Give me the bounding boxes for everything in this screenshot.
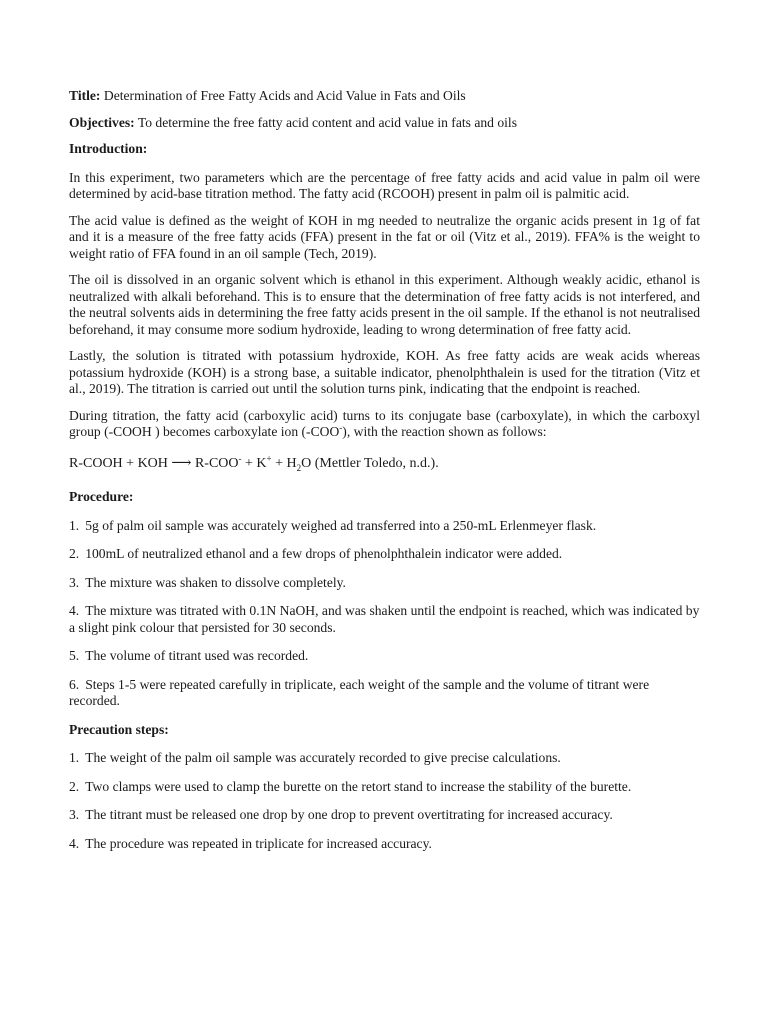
step-text: The mixture was titrated with 0.1N NaOH, and was shaken until the endpoint is reached, which was indicated by a slight pink colour that persisted for 30 seconds. (69, 603, 700, 635)
intro-paragraph-2: The acid value is defined as the weight of KOH in mg needed to neutralize the organic acids present in 1g of fat and it is a measure of the free fatty acids (FFA) present in the fat or oil (Vitz et al., 2019). FFA% is the weight to weight ratio of FFA found in an oil sample (Tech, 2019). (69, 212, 700, 261)
intro-paragraph-4: Lastly, the solution is titrated with potassium hydroxide, KOH. As free fatty acids are weak acids whereas potassium hydroxide (KOH) is a strong base, a suitable indicator, phenolphthalein is used for the titration (Vitz et al., 2019). The titration is carried out until the solution turns pink, indicating that the endpoint is reached. (69, 348, 700, 396)
equation-part-4: O (Mettler Toledo, n.d.). (301, 455, 439, 471)
step-number: 2. (69, 778, 80, 794)
precaution-step-3 (69, 807, 700, 824)
step-number: 3. (69, 574, 80, 590)
step-number: 4. (69, 835, 80, 851)
equation-sub-3: 2 (296, 462, 302, 473)
conjugate-text-before: During titration, the fatty acid (carboxylic acid) turns to its conjugate base (carboxylate), in which the carboxyl group (-COOH ) becomes carboxylate ion (-COO (69, 407, 700, 439)
title-line (69, 88, 700, 105)
step-text: The weight of the palm oil sample was accurately recorded to give precise calculations. (85, 750, 561, 765)
objectives-line (69, 115, 700, 132)
step-text: 5g of palm oil sample was accurately weighed ad transferred into a 250-mL Erlenmeyer flask. (85, 517, 597, 533)
step-text: 100mL of neutralized ethanol and a few drops of phenolphthalein indicator were added. (85, 546, 563, 561)
objectives-label: Objectives: (69, 114, 135, 130)
equation-part-1: R-COOH + KOH ⟶ R-COO (69, 455, 239, 471)
document-page (69, 88, 700, 864)
procedure-list (69, 518, 700, 710)
reaction-equation (69, 452, 700, 473)
procedure-step-3 (69, 575, 700, 592)
equation-part-2: + K (241, 455, 267, 471)
step-text: The mixture was shaken to dissolve completely. (85, 574, 346, 590)
introduction-heading: Introduction: (69, 141, 148, 156)
step-number: 6. (69, 676, 80, 692)
procedure-step-4 (69, 603, 700, 636)
procedure-heading: Procedure: (69, 489, 134, 504)
step-text: Steps 1-5 were repeated carefully in triplicate, each weight of the sample and the volume of titrant were recorded. (69, 676, 650, 708)
procedure-step-5 (69, 648, 700, 665)
equation-sup-2: + (266, 452, 272, 463)
step-number: 1. (69, 517, 80, 533)
conjugate-superscript: - (339, 422, 343, 433)
procedure-step-1 (69, 518, 700, 535)
precaution-step-4 (69, 836, 700, 853)
precaution-step-1 (69, 750, 700, 767)
step-text: The volume of titrant used was recorded. (85, 648, 309, 663)
precautions-heading: Precaution steps: (69, 721, 169, 737)
precaution-step-2 (69, 779, 700, 796)
procedure-step-2 (69, 546, 700, 563)
procedure-step-6 (69, 677, 700, 710)
step-number: 4. (69, 603, 80, 618)
precautions-list (69, 750, 700, 852)
equation-sup-1: - (238, 452, 242, 463)
step-number: 1. (69, 750, 80, 765)
title-text: Determination of Free Fatty Acids and Acid Value in Fats and Oils (103, 88, 466, 103)
intro-paragraph-1: In this experiment, two parameters which are the percentage of free fatty acids and acid value in palm oil were determined by acid-base titration method. The fatty acid (RCOOH) present in palm oil is palmitic acid. (69, 169, 700, 201)
intro-paragraph-5 (69, 408, 700, 441)
step-number: 5. (69, 648, 80, 663)
step-text: The procedure was repeated in triplicate for increased accuracy. (85, 835, 432, 851)
step-number: 2. (69, 546, 80, 561)
title-label: Title: (69, 88, 101, 103)
step-text: The titrant must be released one drop by one drop to prevent overtitrating for increased accuracy. (85, 807, 613, 822)
equation-part-3: + H (271, 455, 297, 471)
objectives-text: To determine the free fatty acid content and acid value in fats and oils (137, 114, 517, 130)
intro-paragraph-3: The oil is dissolved in an organic solvent which is ethanol in this experiment. Although weakly acidic, ethanol is neutralized with alkali beforehand. This is to ensure that the determination of free fatty acids is not interfered, and the neutral solvents aids in determining the free fatty acids present in the oil sample. If the ethanol is not neutralised beforehand, it may consume more sodium hydroxide, leading to wrong determination of free fatty acid. (69, 272, 700, 337)
step-text: Two clamps were used to clamp the burette on the retort stand to increase the stability of the burette. (85, 778, 632, 794)
conjugate-text-after: ), with the reaction shown as follows: (342, 424, 547, 439)
step-number: 3. (69, 807, 80, 822)
